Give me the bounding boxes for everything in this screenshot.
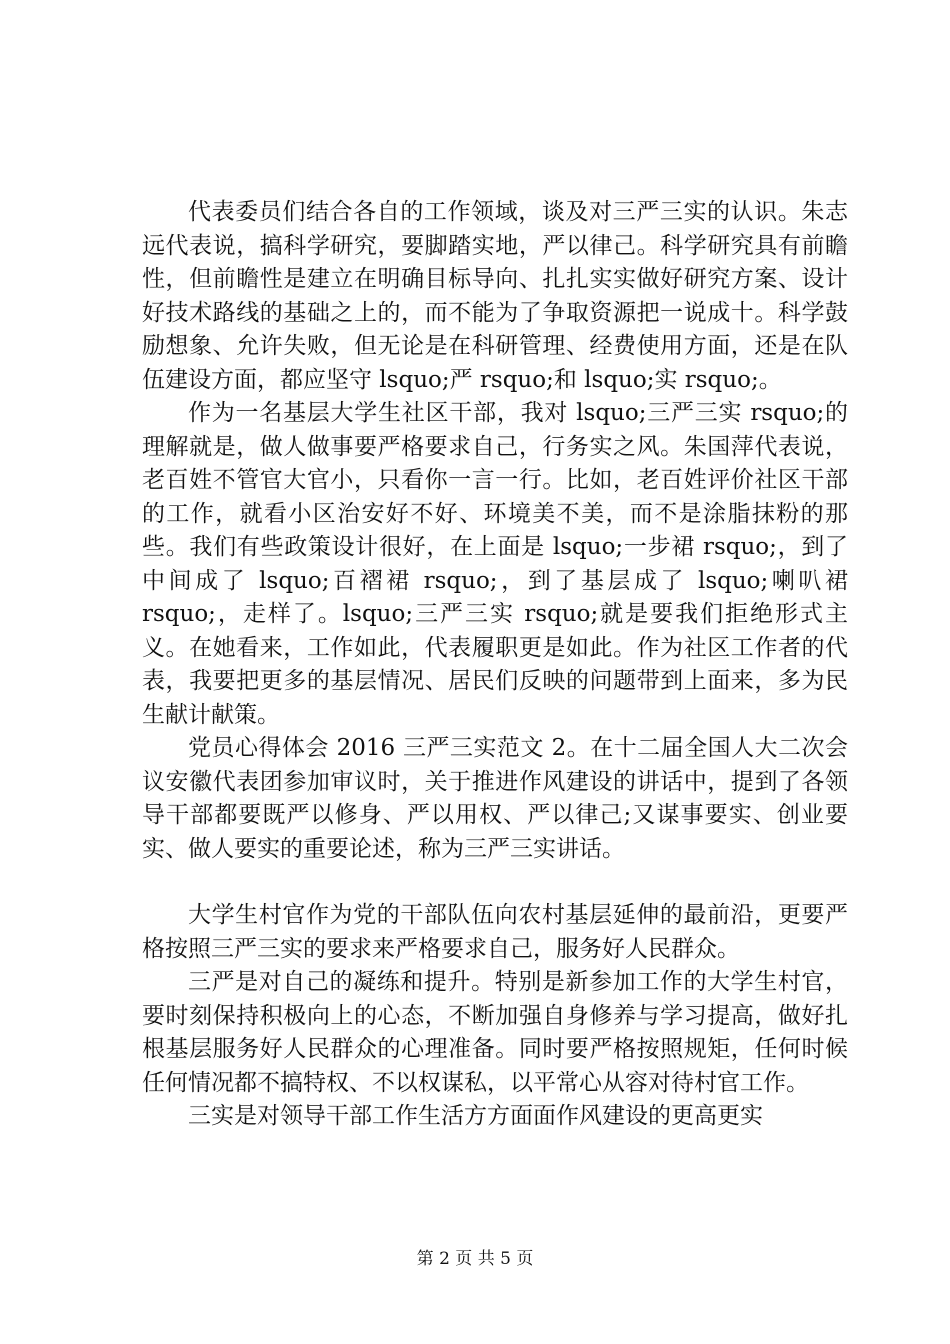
paragraph-village-official: 大学生村官作为党的干部队伍向农村基层延伸的最前沿，更要严格按照三严三实的要求来严格要求自己，服务好人民群众。 <box>142 902 848 962</box>
document-body <box>142 196 848 1134</box>
paragraph-three-solid: 三实是对领导干部工作生活方方面面作风建设的更高更实 <box>188 1103 763 1129</box>
paragraph-representatives-views: 代表委员们结合各自的工作领域，谈及对三严三实的认识。朱志远代表说，搞科学研究，要脚踏实地，严以律己。科学研究具有前瞻性，但前瞻性是建立在明确目标导向、扎扎实实做好研究方案、设计好技术路线的基础之上的，而不能为了争取资源把一说成十。科学鼓励想象、允许失败，但无论是在科研管理、经费使用方面，还是在队伍建设方面，都应坚守 lsquo;严 rsquo;和 lsquo;实 rsquo;。 <box>142 199 848 393</box>
paragraph-party-member-essay: 党员心得体会 2016 三严三实范文 2。在十二届全国人大二次会议安徽代表团参加审议时，关于推进作风建设的讲话中，提到了各领导干部都要既严以修身、严以用权、严以律己;又谋事要实、创业要实、做人要实的重要论述，称为三严三实讲话。 <box>142 735 848 862</box>
page-number-footer: 第 2 页 共 5 页 <box>416 1249 534 1269</box>
paragraph-community-cadre: 作为一名基层大学生社区干部，我对 lsquo;三严三实 rsquo;的理解就是，做人做事要严格要求自己，行务实之风。朱国萍代表说，老百姓不管官大官小，只看你一言一行。比如，老百姓评价社区干部的工作，就看小区治安好不好、环境美不美，而不是涂脂抹粉的那些。我们有些政策设计很好，在上面是 lsquo;一步裙 rsquo;，到了中间成了 lsquo;百褶裙 rsquo;，到了基层成了 lsquo;喇叭裙 rsquo;，走样了。lsquo;三严三实 rsquo;就是要我们拒绝形式主义。在她看来，工作如此，代表履职更是如此。作为社区工作者的代表，我要把更多的基层情况、居民们反映的问题带到上面来，多为民生献计献策。 <box>142 400 848 728</box>
paragraph-three-strict: 三严是对自己的凝练和提升。特别是新参加工作的大学生村官，要时刻保持积极向上的心态，不断加强自身修养与学习提高，做好扎根基层服务好人民群众的心理准备。同时要严格按照规矩，任何时候任何情况都不搞特权、不以权谋私，以平常心从容对待村官工作。 <box>142 969 848 1096</box>
